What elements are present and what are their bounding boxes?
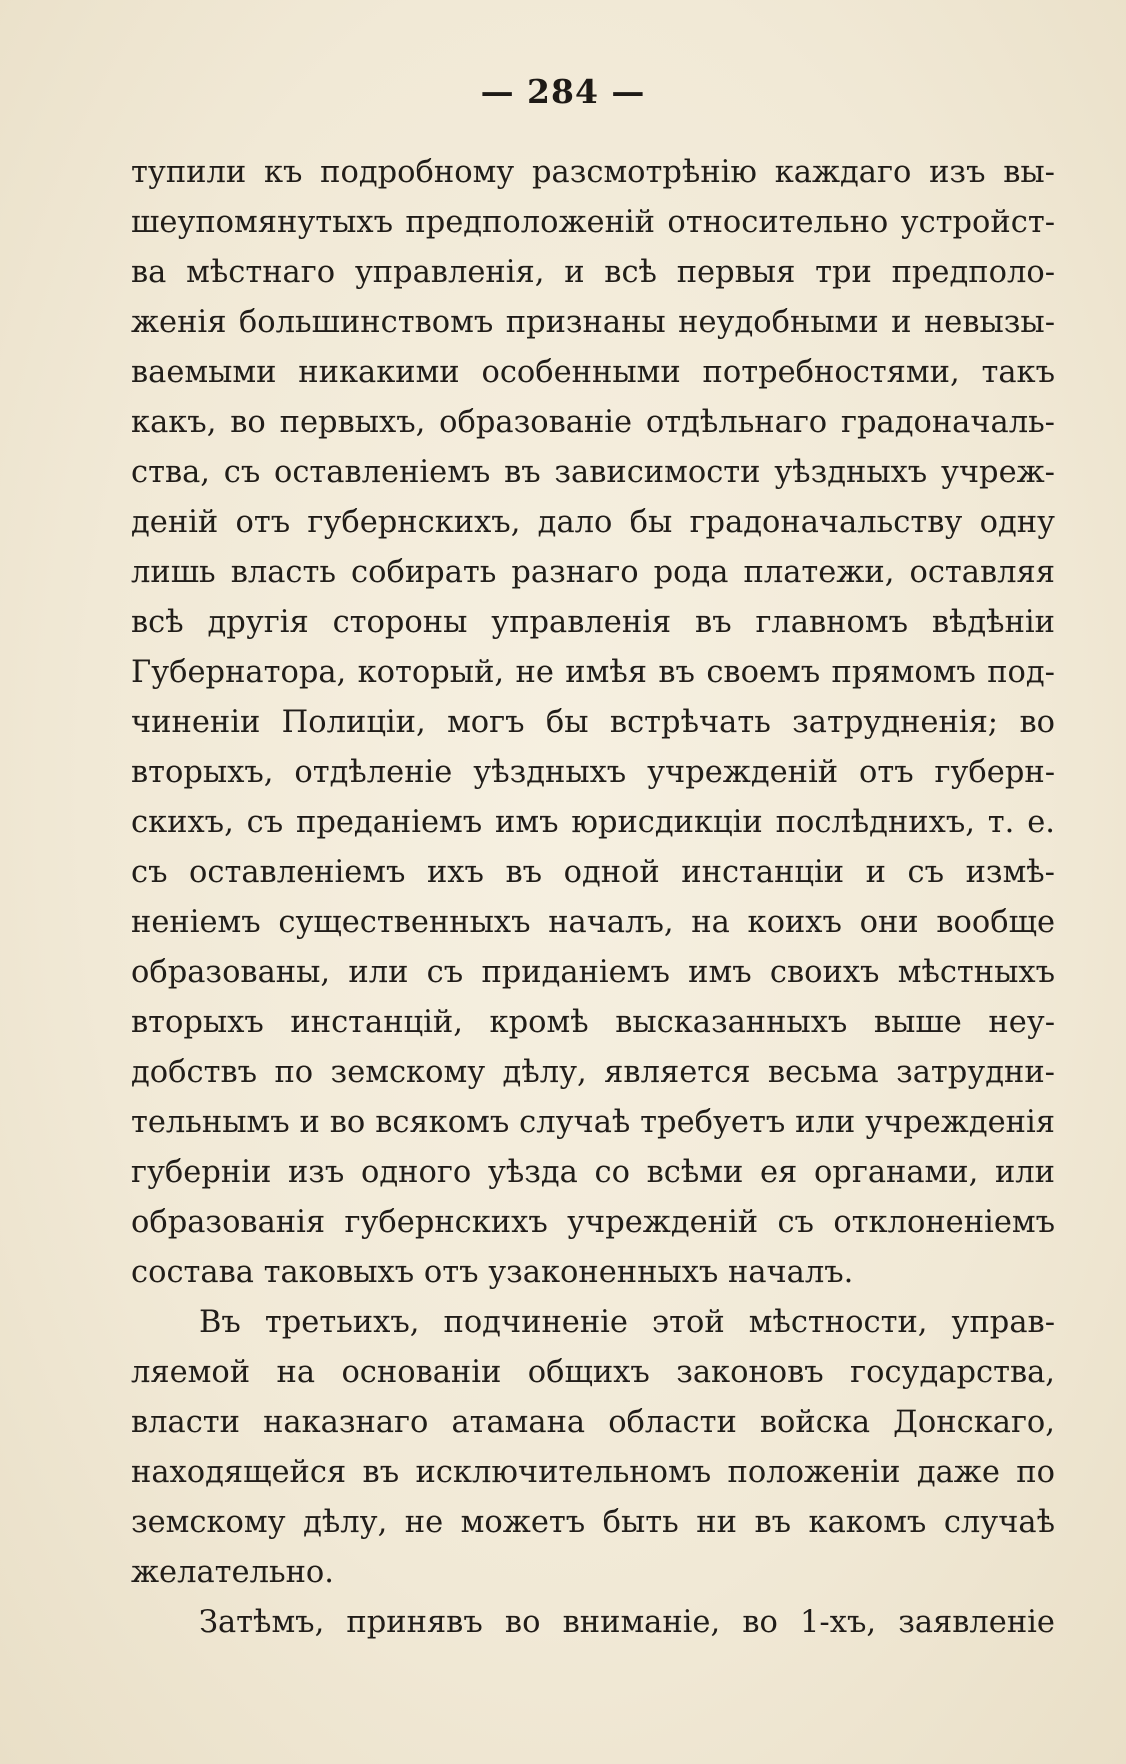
text-line: земскому дѣлу, не можетъ быть ни въ какомъ случаѣ bbox=[131, 1505, 1055, 1540]
text-line: лишь власть собирать разнаго рода платежи, оставляя bbox=[131, 555, 1055, 590]
text-line: тупили къ подробному разсмотрѣнію каждаго изъ вы- bbox=[131, 155, 1055, 190]
text-line: власти наказнаго атамана области войска Донскаго, bbox=[131, 1405, 1055, 1440]
paragraph-end-line: состава таковыхъ отъ узаконенныхъ началъ. bbox=[131, 1255, 854, 1290]
page-number: — 284 — bbox=[480, 72, 646, 111]
text-line: деній отъ губернскихъ, дало бы градоначальству одну bbox=[131, 505, 1055, 540]
text-line: тельнымъ и во всякомъ случаѣ требуетъ или учрежденія bbox=[131, 1105, 1055, 1140]
text-line: губерніи изъ одного уѣзда со всѣми ея органами, или bbox=[131, 1155, 1055, 1190]
text-line: всѣ другія стороны управленія въ главномъ вѣдѣніи bbox=[131, 605, 1055, 640]
paragraph-start-line: Затѣмъ, принявъ во вниманіе, во 1-хъ, заявленіе bbox=[199, 1605, 1055, 1640]
text-line: какъ, во первыхъ, образованіе отдѣльнаго градоначаль- bbox=[131, 405, 1055, 440]
text-line: ваемыми никакими особенными потребностями, такъ bbox=[131, 355, 1055, 390]
text-line: шеупомянутыхъ предположеній относительно устройст- bbox=[131, 205, 1055, 240]
text-line: находящейся въ исключительномъ положеніи даже по bbox=[131, 1455, 1055, 1490]
text-line: неніемъ существенныхъ началъ, на коихъ они вообще bbox=[131, 905, 1055, 940]
text-line: вторыхъ, отдѣленіе уѣздныхъ учрежденій отъ губерн- bbox=[131, 755, 1055, 790]
paragraph-end-line: желательно. bbox=[131, 1555, 334, 1590]
text-line: вторыхъ инстанцій, кромѣ высказанныхъ выше неу- bbox=[131, 1005, 1055, 1040]
text-line: Губернатора, который, не имѣя въ своемъ прямомъ под- bbox=[131, 655, 1055, 690]
text-line: чиненіи Полиціи, могъ бы встрѣчать затрудненія; во bbox=[131, 705, 1055, 740]
text-line: женія большинствомъ признаны неудобными и невызы- bbox=[131, 305, 1055, 340]
body-text bbox=[131, 148, 1055, 1648]
text-line: скихъ, съ преданіемъ имъ юрисдикціи послѣднихъ, т. е. bbox=[131, 805, 1055, 840]
text-line: добствъ по земскому дѣлу, является весьма затрудни- bbox=[131, 1055, 1055, 1090]
paragraph-start-line: Въ третьихъ, подчиненіе этой мѣстности, управ- bbox=[199, 1305, 1055, 1340]
text-line: съ оставленіемъ ихъ въ одной инстанціи и съ измѣ- bbox=[131, 855, 1055, 890]
text-line: ва мѣстнаго управленія, и всѣ первыя три предполо- bbox=[131, 255, 1055, 290]
text-line: образованія губернскихъ учрежденій съ отклоненіемъ bbox=[131, 1205, 1055, 1240]
text-line: ляемой на основаніи общихъ законовъ государства, bbox=[131, 1355, 1055, 1390]
text-line: образованы, или съ приданіемъ имъ своихъ мѣстныхъ bbox=[131, 955, 1055, 990]
text-line: ства, съ оставленіемъ въ зависимости уѣздныхъ учреж- bbox=[131, 455, 1055, 490]
